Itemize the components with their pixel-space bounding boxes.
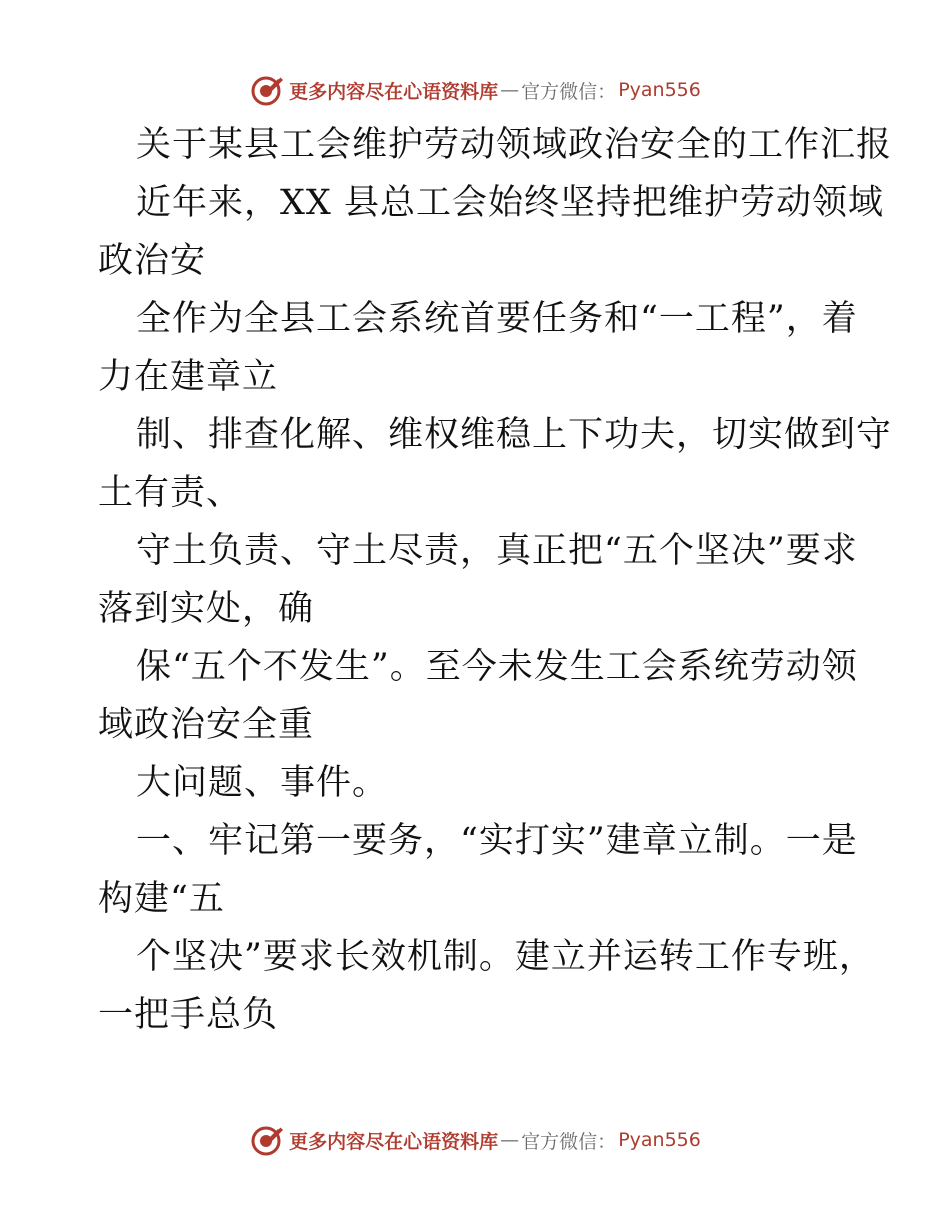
- document-body: [98, 116, 893, 1044]
- text-line: 落到实处，确: [98, 589, 315, 629]
- watermark-footer: [0, 1120, 950, 1160]
- text-line: 大问题、事件。: [136, 763, 389, 803]
- text-line: 构建“五: [98, 879, 225, 919]
- section-heading-line: 一、牢记第一要务，“实打实”建章立制。一是: [136, 821, 858, 861]
- text-line: 全作为全县工会系统首要任务和“一工程”，着: [136, 299, 858, 339]
- text-line: 政治安: [98, 241, 207, 281]
- watermark-wechat-id: Pyan556: [618, 1129, 701, 1151]
- watermark-brand: 更多内容尽在心语资料库: [289, 80, 499, 103]
- watermark-official-label: 官方微信：: [521, 1130, 617, 1153]
- pen-logo-icon: [249, 1122, 285, 1158]
- watermark-wechat-id: Pyan556: [618, 79, 701, 101]
- text-line: 制、排查化解、维权维稳上下功夫，切实做到守: [136, 415, 893, 455]
- text-line: 守土负责、守土尽责，真正把“五个坚决”要求: [136, 531, 858, 571]
- watermark-separator: —: [500, 1129, 520, 1151]
- document-title: 关于某县工会维护劳动领域政治安全的工作汇报: [136, 125, 893, 165]
- watermark-header: [0, 70, 950, 110]
- text-line: 保“五个不发生”。至今未发生工会系统劳动领: [136, 647, 858, 687]
- text-line: 域政治安全重: [98, 705, 315, 745]
- watermark-official-label: 官方微信：: [521, 80, 617, 103]
- text-line: 土有责、: [98, 473, 243, 513]
- text-line: 一把手总负: [98, 995, 279, 1035]
- text-line: 近年来，XX 县总工会始终坚持把维护劳动领域: [136, 183, 884, 223]
- pen-logo-icon: [249, 72, 285, 108]
- text-line: 个坚决”要求长效机制。建立并运转工作专班，: [136, 937, 875, 977]
- text-line: 力在建章立: [98, 357, 279, 397]
- watermark-brand: 更多内容尽在心语资料库: [289, 1130, 499, 1153]
- watermark-separator: —: [500, 79, 520, 101]
